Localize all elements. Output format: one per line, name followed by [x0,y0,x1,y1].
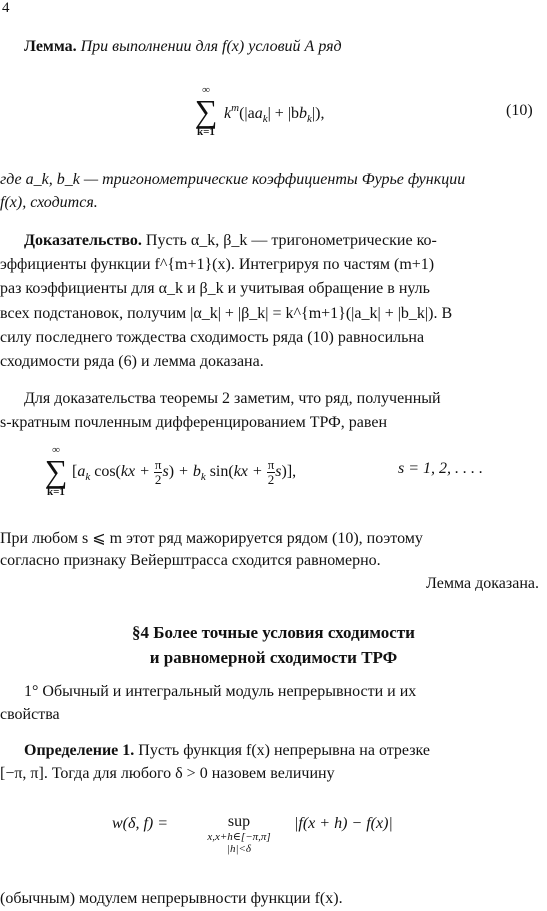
eq10-body: $k^m(|aa_k| + |bb_k|)$, [224,102,325,125]
proof-line6: сходимости ряда (6) и лемма доказана. [0,353,264,370]
lemma-label: Лемма. [24,38,77,55]
lemma-end-line2: f(x), сходится. [0,194,98,211]
subsection-line1: 1° Обычный и интегральный модуль непрерывности и их [24,683,417,700]
definition-label: Определение 1. [24,742,135,759]
eq10-sum-lower: k=1 [197,126,215,138]
lemma-fx: f(x) [222,38,245,55]
series-body: [$a_k$ cos(kx + $\frac{\pi}{2}$ $s) + b_k$ sin(kx + $\frac{\pi}{2}$ s)], [72,457,297,487]
final-line: (обычным) модулем непрерывности функции f(x). [0,890,343,907]
series-sum-lower: k=1 [47,486,65,498]
lemma-text-before: При выполнении для [80,38,219,55]
section-heading-line1: §4 Более точные условия сходимости [132,623,415,642]
sigma-icon: ∑ [44,453,68,489]
series-condition: s = 1, 2, . . . . [398,460,484,477]
page-number: 4 [2,0,10,16]
lemma-end-line1: где a_k, b_k — тригонометрические коэффициенты Фурье функции [0,171,466,188]
subsection-line2: свойства [0,706,60,723]
sigma-icon: ∑ [194,93,218,129]
modulus-lhs: w(δ, f) = [112,815,169,832]
series-sum-upper: ∞ [52,444,60,456]
eq10-sum-upper: ∞ [202,84,210,96]
eq10-sum [190,84,222,138]
modulus-sup [186,813,292,856]
after-series-line2: согласно признаку Вейерштрасса сходится равномерно. [0,552,381,569]
proof-line2: эффициенты функции f^{m+1}(x). Интегрируя по частям (m+1) [0,256,435,273]
definition-line1: Определение 1. Пусть функция f(x) непрерывна на отрезке [24,742,431,759]
lemma-statement [24,38,342,56]
proof-line5: силу последнего тождества сходимость ряда (10) равносильна [0,329,425,346]
lemma-proved: Лемма доказана. [426,575,539,592]
proof-label: Доказательство. [24,232,142,249]
sup-operator: sup [227,813,251,830]
sup-condition2: |h|<δ [226,843,252,855]
lemma-text-after: условий А ряд [248,38,342,55]
modulus-rhs: |f(x + h) − f(x)| [294,815,393,832]
proof-line4: всех подстановок, получим |α_k| + |β_k| = k^{m+1}(|a_k| + |b_k|). В [0,305,453,322]
eq10-number: (10) [506,102,533,119]
sup-condition1: x,x+h∈[−π,π] [207,831,271,843]
proof-line3: раз коэффициенты для α_k и β_k и учитывая обращение в нуль [0,280,430,297]
series-sum [40,444,72,498]
theorem-para-line1: Для доказательства теоремы 2 заметим, что ряд, полученный [24,390,441,407]
definition-line2: [−π, π]. Тогда для любого δ > 0 назовем величину [0,765,335,782]
theorem-para-line2: s-кратным почленным дифференцированием ТРФ, равен [0,414,388,431]
proof-line1: Доказательство. Пусть α_k, β_k — тригонометрические ко- [24,232,437,249]
section-heading-line2: и равномерной сходимости ТРФ [149,648,398,667]
after-series-line1: При любом s ⩽ m этот ряд мажорируется рядом (10), поэтому [0,530,423,547]
